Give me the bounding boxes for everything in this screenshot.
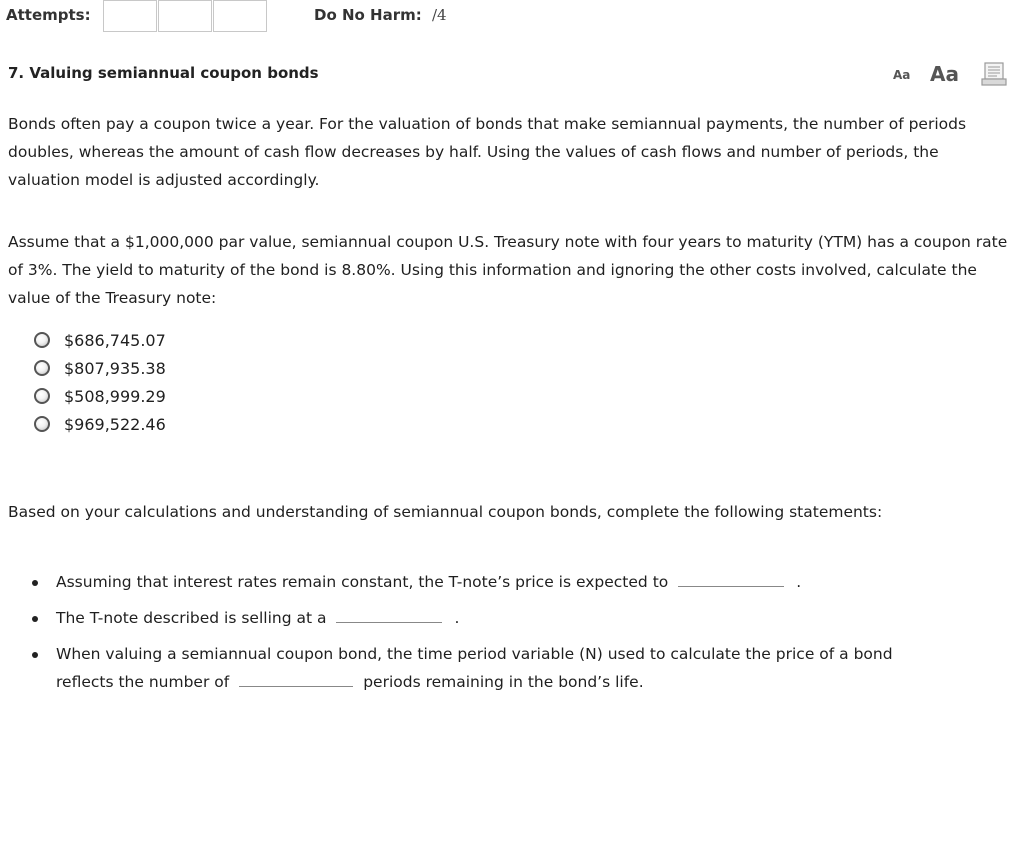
answer-option-label: $807,935.38: [64, 358, 166, 378]
answer-option-3[interactable]: [34, 382, 166, 410]
do-no-harm-score: /4: [432, 6, 447, 24]
print-icon[interactable]: [981, 62, 1007, 86]
dropdown-blank-1[interactable]: [678, 572, 784, 587]
intro-paragraph: Bonds often pay a coupon twice a year. For the valuation of bonds that make semiannual payments, the number of periods doubles, whereas the amount of cash flow decreases by half. Using the values of cash flows and number of periods, the valuation model is adjusted accordingly.: [8, 115, 967, 189]
answer-options: [34, 326, 166, 438]
statement-text: The T-note described is selling at a: [56, 609, 327, 627]
radio-button-icon[interactable]: [34, 360, 50, 376]
radio-button-icon[interactable]: [34, 388, 50, 404]
bullet-icon: [32, 616, 38, 622]
statement-end: .: [454, 609, 460, 627]
bullet-icon: [32, 580, 38, 586]
dropdown-blank-3[interactable]: [239, 672, 353, 687]
attempt-box-2: [158, 0, 212, 32]
attempt-box-1: [103, 0, 157, 32]
answer-option-4[interactable]: [34, 410, 166, 438]
statement-list: [28, 568, 928, 704]
statement-item-2: [28, 604, 928, 632]
do-no-harm-label: Do No Harm:: [314, 6, 422, 24]
answer-option-1[interactable]: [34, 326, 166, 354]
statement-item-3: [28, 640, 928, 696]
font-size-increase-button[interactable]: Aa: [930, 62, 959, 86]
question-title: 7. Valuing semiannual coupon bonds: [8, 64, 319, 82]
answer-option-label: $969,522.46: [64, 414, 166, 434]
statement-text: Assuming that interest rates remain constant, the T-note’s price is expected to: [56, 573, 669, 591]
answer-option-label: $686,745.07: [64, 330, 166, 350]
statement-text: When valuing a semiannual coupon bond, the time period variable (N) used to calculate the price of a bond reflects the number of: [56, 645, 893, 691]
radio-button-icon[interactable]: [34, 332, 50, 348]
bullet-icon: [32, 652, 38, 658]
font-size-decrease-button[interactable]: Aa: [893, 68, 911, 82]
dropdown-blank-2[interactable]: [336, 608, 442, 623]
attempts-label: Attempts:: [6, 6, 91, 24]
header-bar: [0, 0, 1024, 34]
statement-end: periods remaining in the bond’s life.: [363, 673, 644, 691]
statement-end: .: [796, 573, 802, 591]
answer-option-label: $508,999.29: [64, 386, 166, 406]
followup-paragraph: Based on your calculations and understanding of semiannual coupon bonds, complete the following statements:: [8, 503, 883, 521]
question-prompt: Assume that a $1,000,000 par value, semiannual coupon U.S. Treasury note with four years to maturity (YTM) has a coupon rate of 3%. The yield to maturity of the bond is 8.80%. Using this information and ignoring the other costs involved, calculate the value of the Treasury note:: [8, 233, 1008, 307]
answer-option-2[interactable]: [34, 354, 166, 382]
attempt-box-3: [213, 0, 267, 32]
statement-item-1: [28, 568, 928, 596]
radio-button-icon[interactable]: [34, 416, 50, 432]
